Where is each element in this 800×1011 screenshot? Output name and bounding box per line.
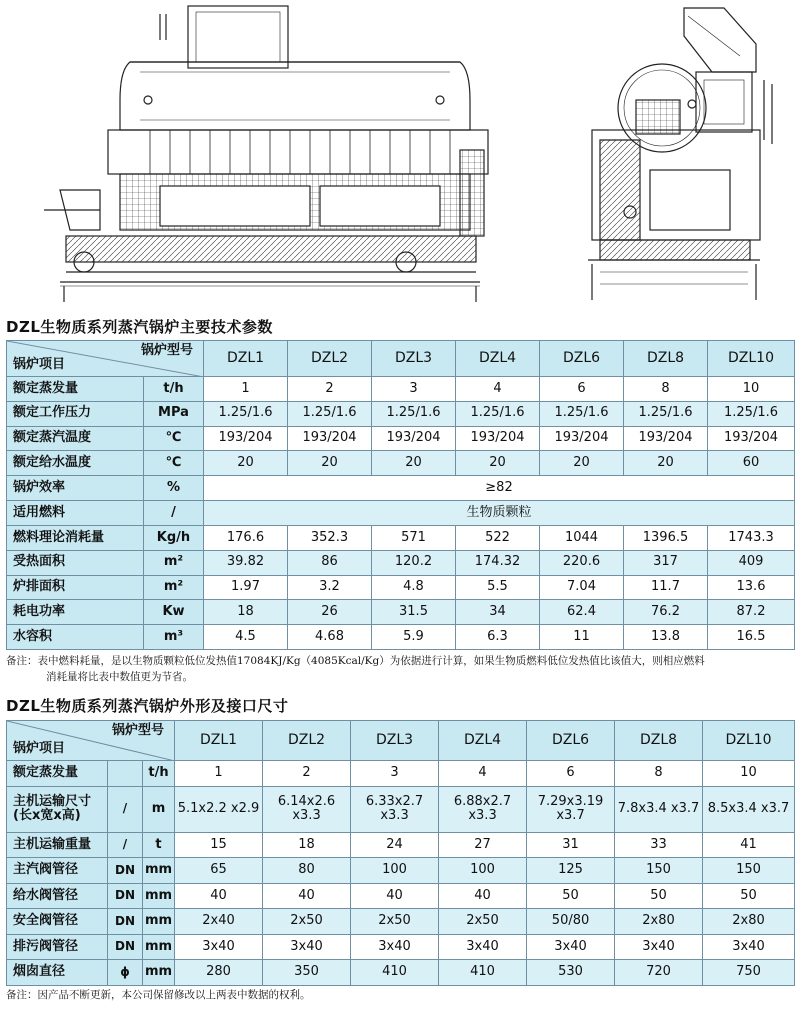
merged-value: 生物质颗粒 xyxy=(204,501,795,526)
table-cell: 2x80 xyxy=(703,909,795,935)
table-cell: 5.5 xyxy=(456,575,540,600)
table-cell: 31.5 xyxy=(372,600,456,625)
table-cell: 3 xyxy=(351,761,439,787)
merged-value: ≥82 xyxy=(204,476,795,501)
table-cell: 409 xyxy=(708,550,795,575)
table-cell: 31 xyxy=(527,832,615,858)
row-unit: mm xyxy=(143,858,175,884)
row-unit: t xyxy=(143,832,175,858)
table-row xyxy=(7,575,795,600)
table-cell: 1044 xyxy=(540,525,624,550)
table-cell: 1.25/1.6 xyxy=(624,401,708,426)
row-label: 适用燃料 xyxy=(7,501,144,526)
table-cell: 41 xyxy=(703,832,795,858)
model-header: DZL3 xyxy=(372,341,456,377)
table-cell: 50 xyxy=(703,883,795,909)
table-cell: 60 xyxy=(708,451,795,476)
model-header: DZL6 xyxy=(527,721,615,761)
table-row xyxy=(7,401,795,426)
header-corner-cell xyxy=(7,721,175,761)
dimensions-table xyxy=(6,720,795,986)
table-cell: 2x40 xyxy=(175,909,263,935)
row-label: 额定蒸发量 xyxy=(7,761,108,787)
table-cell: 20 xyxy=(540,451,624,476)
table-cell: 8.5x3.4 x3.7 xyxy=(703,786,795,832)
model-header: DZL2 xyxy=(263,721,351,761)
row-label: 燃料理论消耗量 xyxy=(7,525,144,550)
row-unit: t/h xyxy=(144,377,204,402)
row-dn: DN xyxy=(108,934,143,960)
table-cell: 193/204 xyxy=(540,426,624,451)
corner-model-label: 锅炉型号 xyxy=(140,343,193,358)
row-label: 排污阀管径 xyxy=(7,934,108,960)
table-cell: 86 xyxy=(288,550,372,575)
table-cell: 27 xyxy=(439,832,527,858)
table-cell: 1.25/1.6 xyxy=(372,401,456,426)
model-header: DZL6 xyxy=(540,341,624,377)
side-view-drawing xyxy=(44,6,488,302)
table-cell: 65 xyxy=(175,858,263,884)
table-row xyxy=(7,761,795,787)
row-label: 额定工作压力 xyxy=(7,401,144,426)
row-dn xyxy=(108,761,143,787)
table-cell: 20 xyxy=(204,451,288,476)
table-cell: 410 xyxy=(439,960,527,986)
table-cell: 2x80 xyxy=(615,909,703,935)
row-label: 额定蒸汽温度 xyxy=(7,426,144,451)
front-view-drawing xyxy=(588,8,772,300)
table-cell: 1396.5 xyxy=(624,525,708,550)
table-row xyxy=(7,377,795,402)
table-cell: 8 xyxy=(615,761,703,787)
row-unit: ℃ xyxy=(144,451,204,476)
table-cell: 176.6 xyxy=(204,525,288,550)
table-cell: 530 xyxy=(527,960,615,986)
table-cell: 1.25/1.6 xyxy=(288,401,372,426)
table-cell: 193/204 xyxy=(288,426,372,451)
row-dn: DN xyxy=(108,858,143,884)
table-cell: 1.25/1.6 xyxy=(708,401,795,426)
table1-title: DZL生物质系列蒸汽锅炉主要技术参数 xyxy=(6,318,273,336)
row-unit: % xyxy=(144,476,204,501)
table-cell: 571 xyxy=(372,525,456,550)
table-cell: 750 xyxy=(703,960,795,986)
table-cell: 100 xyxy=(439,858,527,884)
table-cell: 2 xyxy=(263,761,351,787)
table-cell: 193/204 xyxy=(624,426,708,451)
table-cell: 3 xyxy=(372,377,456,402)
table-cell: 10 xyxy=(708,377,795,402)
table-cell: 39.82 xyxy=(204,550,288,575)
row-label: 受热面积 xyxy=(7,550,144,575)
table-cell: 76.2 xyxy=(624,600,708,625)
table-cell: 4 xyxy=(439,761,527,787)
row-label: 炉排面积 xyxy=(7,575,144,600)
row-unit: m³ xyxy=(144,625,204,650)
table-cell: 1743.3 xyxy=(708,525,795,550)
row-label: 主汽阀管径 xyxy=(7,858,108,884)
table-cell: 3x40 xyxy=(527,934,615,960)
table-cell: 6.88x2.7 x3.3 xyxy=(439,786,527,832)
table-cell: 50/80 xyxy=(527,909,615,935)
table-cell: 10 xyxy=(703,761,795,787)
table-cell: 40 xyxy=(439,883,527,909)
row-unit: mm xyxy=(143,883,175,909)
model-header: DZL8 xyxy=(615,721,703,761)
model-header: DZL8 xyxy=(624,341,708,377)
table-cell: 3x40 xyxy=(703,934,795,960)
table-cell: 7.04 xyxy=(540,575,624,600)
row-dn: / xyxy=(108,786,143,832)
row-unit: m² xyxy=(144,550,204,575)
row-label: 给水阀管径 xyxy=(7,883,108,909)
table-cell: 7.8x3.4 x3.7 xyxy=(615,786,703,832)
table-cell: 4.8 xyxy=(372,575,456,600)
table-cell: 13.8 xyxy=(624,625,708,650)
table1-note-line1: 备注：表中燃料耗量，是以生物质颗粒低位发热值17084KJ/Kg（4085Kcal/Kg）为依据进行计算，如果生物质燃料低位发热值比该值大，则相应燃料 xyxy=(6,655,705,667)
table-cell: 410 xyxy=(351,960,439,986)
table-cell: 3x40 xyxy=(263,934,351,960)
corner-model-label: 锅炉型号 xyxy=(112,723,165,738)
row-unit: / xyxy=(144,501,204,526)
table-cell: 20 xyxy=(624,451,708,476)
table-cell: 5.1x2.2 x2.9 xyxy=(175,786,263,832)
table-row xyxy=(7,786,795,832)
table-cell: 6 xyxy=(527,761,615,787)
table-cell: 3x40 xyxy=(439,934,527,960)
table-cell: 1.25/1.6 xyxy=(456,401,540,426)
table2-note: 备注：因产品不断更新，本公司保留修改以上两表中数据的权利。 xyxy=(6,989,311,1001)
table-cell: 3.2 xyxy=(288,575,372,600)
row-dn: DN xyxy=(108,883,143,909)
model-header: DZL1 xyxy=(204,341,288,377)
table-row xyxy=(7,476,795,501)
table-cell: 40 xyxy=(351,883,439,909)
row-unit: mm xyxy=(143,934,175,960)
table-row xyxy=(7,625,795,650)
row-unit: ℃ xyxy=(144,426,204,451)
table-cell: 220.6 xyxy=(540,550,624,575)
table-cell: 1 xyxy=(175,761,263,787)
table-cell: 150 xyxy=(615,858,703,884)
table-row xyxy=(7,550,795,575)
table2-title: DZL生物质系列蒸汽锅炉外形及接口尺寸 xyxy=(6,697,289,715)
row-label: 耗电功率 xyxy=(7,600,144,625)
table-cell: 50 xyxy=(615,883,703,909)
model-header: DZL3 xyxy=(351,721,439,761)
table-row xyxy=(7,501,795,526)
header-corner-cell xyxy=(7,341,204,377)
table-cell: 150 xyxy=(703,858,795,884)
table-cell: 40 xyxy=(263,883,351,909)
model-header: DZL10 xyxy=(703,721,795,761)
table-cell: 120.2 xyxy=(372,550,456,575)
table-row xyxy=(7,883,795,909)
table-cell: 3x40 xyxy=(615,934,703,960)
table-cell: 3x40 xyxy=(175,934,263,960)
table-row xyxy=(7,426,795,451)
table-cell: 24 xyxy=(351,832,439,858)
table-cell: 6.3 xyxy=(456,625,540,650)
table-cell: 16.5 xyxy=(708,625,795,650)
row-label: 额定给水温度 xyxy=(7,451,144,476)
table-row xyxy=(7,525,795,550)
table-row xyxy=(7,960,795,986)
model-header: DZL10 xyxy=(708,341,795,377)
table-cell: 3x40 xyxy=(351,934,439,960)
row-label: 烟囱直径 xyxy=(7,960,108,986)
table-cell: 50 xyxy=(527,883,615,909)
table-cell: 1.25/1.6 xyxy=(204,401,288,426)
table-cell: 193/204 xyxy=(372,426,456,451)
table-cell: 1.25/1.6 xyxy=(540,401,624,426)
row-unit: t/h xyxy=(143,761,175,787)
table-cell: 6.14x2.6 x3.3 xyxy=(263,786,351,832)
table-cell: 2x50 xyxy=(439,909,527,935)
table-cell: 352.3 xyxy=(288,525,372,550)
row-unit: m² xyxy=(144,575,204,600)
corner-item-label: 锅炉项目 xyxy=(13,357,66,373)
table-cell: 193/204 xyxy=(204,426,288,451)
table-row xyxy=(7,451,795,476)
table-cell: 125 xyxy=(527,858,615,884)
row-unit: Kw xyxy=(144,600,204,625)
row-label: 主机运输重量 xyxy=(7,832,108,858)
table-cell: 280 xyxy=(175,960,263,986)
table1-note xyxy=(6,654,796,686)
row-label: 安全阀管径 xyxy=(7,909,108,935)
table-cell: 4.5 xyxy=(204,625,288,650)
row-unit: MPa xyxy=(144,401,204,426)
row-label: 锅炉效率 xyxy=(7,476,144,501)
table-cell: 193/204 xyxy=(456,426,540,451)
table-cell: 11.7 xyxy=(624,575,708,600)
model-header: DZL4 xyxy=(456,341,540,377)
table-cell: 20 xyxy=(372,451,456,476)
table-cell: 4.68 xyxy=(288,625,372,650)
table-row xyxy=(7,858,795,884)
model-header: DZL1 xyxy=(175,721,263,761)
table-cell: 174.32 xyxy=(456,550,540,575)
table-row xyxy=(7,934,795,960)
table-cell: 2 xyxy=(288,377,372,402)
table1-note-line2: 消耗量将比表中数值更为节省。 xyxy=(46,670,193,683)
table-cell: 6 xyxy=(540,377,624,402)
model-header: DZL4 xyxy=(439,721,527,761)
row-unit: mm xyxy=(143,960,175,986)
table-cell: 4 xyxy=(456,377,540,402)
table-row xyxy=(7,832,795,858)
table-cell: 20 xyxy=(456,451,540,476)
table-cell: 26 xyxy=(288,600,372,625)
table-row xyxy=(7,600,795,625)
row-label: 额定蒸发量 xyxy=(7,377,144,402)
table-cell: 6.33x2.7 x3.3 xyxy=(351,786,439,832)
table-cell: 11 xyxy=(540,625,624,650)
table-cell: 18 xyxy=(263,832,351,858)
table-cell: 5.9 xyxy=(372,625,456,650)
table-cell: 40 xyxy=(175,883,263,909)
table-cell: 80 xyxy=(263,858,351,884)
table-cell: 87.2 xyxy=(708,600,795,625)
table-cell: 7.29x3.19 x3.7 xyxy=(527,786,615,832)
table-cell: 522 xyxy=(456,525,540,550)
row-unit: mm xyxy=(143,909,175,935)
row-dn: / xyxy=(108,832,143,858)
table-cell: 18 xyxy=(204,600,288,625)
table-cell: 15 xyxy=(175,832,263,858)
model-header: DZL2 xyxy=(288,341,372,377)
table-cell: 317 xyxy=(624,550,708,575)
table-cell: 720 xyxy=(615,960,703,986)
table-cell: 20 xyxy=(288,451,372,476)
table-cell: 2x50 xyxy=(351,909,439,935)
table-cell: 193/204 xyxy=(708,426,795,451)
table-cell: 100 xyxy=(351,858,439,884)
table-cell: 350 xyxy=(263,960,351,986)
row-label: 主机运输尺寸(长x宽x高) xyxy=(7,786,108,832)
table-cell: 8 xyxy=(624,377,708,402)
row-dn: DN xyxy=(108,909,143,935)
table-row xyxy=(7,909,795,935)
boiler-drawings xyxy=(0,0,800,312)
row-unit: Kg/h xyxy=(144,525,204,550)
table-cell: 1.97 xyxy=(204,575,288,600)
corner-item-label: 锅炉项目 xyxy=(13,741,66,757)
table-cell: 33 xyxy=(615,832,703,858)
table-cell: 13.6 xyxy=(708,575,795,600)
table-cell: 62.4 xyxy=(540,600,624,625)
table-cell: 1 xyxy=(204,377,288,402)
row-label: 水容积 xyxy=(7,625,144,650)
table-cell: 34 xyxy=(456,600,540,625)
row-unit: m xyxy=(143,786,175,832)
technical-parameters-table xyxy=(6,340,795,650)
row-dn: ϕ xyxy=(108,960,143,986)
table-cell: 2x50 xyxy=(263,909,351,935)
